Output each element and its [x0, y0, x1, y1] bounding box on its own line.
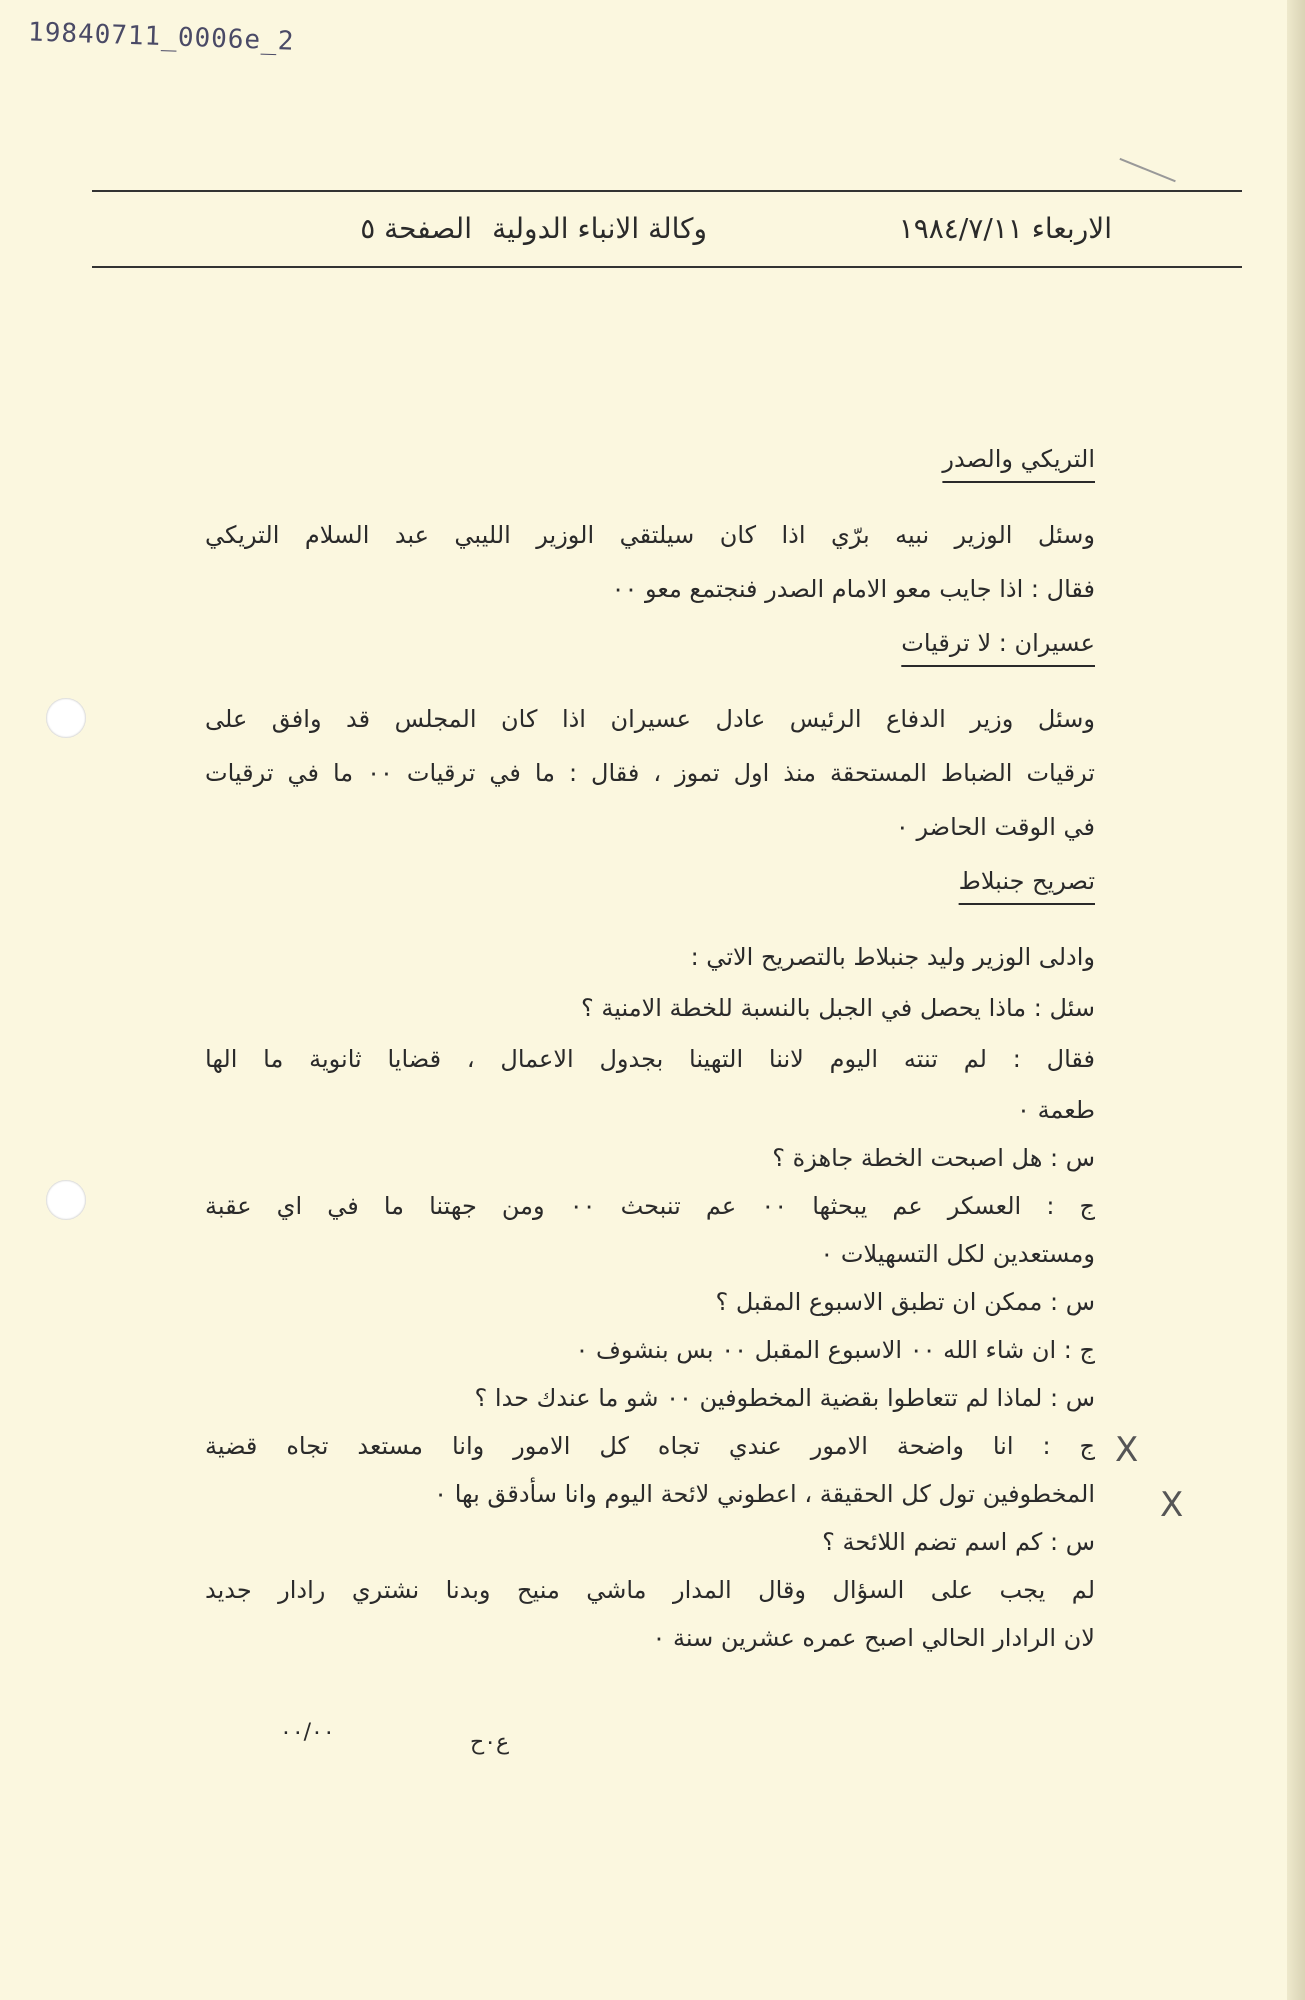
punch-hole — [46, 698, 86, 738]
body-line: فقال : لم تنته اليوم لاننا التهينا بجدول الاعمال ، قضايا ثانوية ما الها — [205, 1045, 1095, 1073]
body-line: ومستعدين لكل التسهيلات ٠ — [820, 1240, 1095, 1268]
margin-x-mark: X — [1115, 1430, 1139, 1470]
corner-pencil-mark — [1108, 158, 1176, 210]
body-line: وسئل وزير الدفاع الرئيس عادل عسيران اذا كان المجلس قد وافق على — [205, 705, 1095, 733]
body-line: س : ممكن ان تطبق الاسبوع المقبل ؟ — [715, 1288, 1095, 1316]
body-line: المخطوفين تول كل الحقيقة ، اعطوني لائحة اليوم وانا سأدقق بها ٠ — [434, 1480, 1095, 1508]
header-agency: وكالة الانباء الدولية — [492, 212, 707, 245]
body-line: ج : ان شاء الله ٠٠ الاسبوع المقبل ٠٠ بس بنشوف ٠ — [575, 1336, 1095, 1364]
handwritten-archive-id: 19840711_0006e_2 — [27, 17, 295, 57]
author-initials: ع٠ح — [470, 1730, 510, 1755]
header-top-rule — [92, 190, 1242, 192]
continuation-marker: ٠٠/٠٠ — [280, 1720, 335, 1745]
header-page-number: الصفحة ٥ — [360, 212, 472, 245]
body-line: وادلى الوزير وليد جنبلاط بالتصريح الاتي : — [690, 943, 1095, 971]
body-line: سئل : ماذا يحصل في الجبل بالنسبة للخطة الامنية ؟ — [581, 994, 1095, 1022]
body-line: س : هل اصبحت الخطة جاهزة ؟ — [772, 1144, 1095, 1172]
body-line: طعمة ٠ — [1017, 1096, 1095, 1124]
body-line: لان الرادار الحالي اصبح عمره عشرين سنة ٠ — [652, 1624, 1095, 1652]
body-line: لم يجب على السؤال وقال المدار ماشي منيح وبدنا نشتري رادار جديد — [205, 1576, 1095, 1604]
body-line: س : كم اسم تضم اللائحة ؟ — [822, 1528, 1095, 1556]
header-bottom-rule — [92, 266, 1242, 268]
document-header — [92, 212, 1242, 256]
margin-x-mark: X — [1160, 1485, 1184, 1525]
section-heading: تصريح جنبلاط — [958, 867, 1095, 895]
body-line: ترقيات الضباط المستحقة منذ اول تموز ، فقال : ما في ترقيات ٠٠ ما في ترقيات — [205, 759, 1095, 787]
body-line: فقال : اذا جايب معو الامام الصدر فنجتمع معو ٠٠ — [611, 575, 1095, 603]
body-line: ج : العسكر عم يبحثها ٠٠ عم تنبحث ٠٠ ومن جهتنا ما في اي عقبة — [205, 1192, 1096, 1220]
document-body — [205, 432, 1095, 1662]
section-heading: التريكي والصدر — [942, 445, 1095, 473]
body-line: في الوقت الحاضر ٠ — [895, 813, 1095, 841]
header-date: الاربعاء ١٩٨٤/٧/١١ — [898, 212, 1112, 245]
body-line: وسئل الوزير نبيه برّي اذا كان سيلتقي الوزير الليبي عبد السلام التريكي — [205, 521, 1095, 549]
punch-hole — [46, 1180, 86, 1220]
body-line: ج : انا واضحة الامور عندي تجاه كل الامور وانا مستعد تجاه قضية — [205, 1432, 1095, 1460]
body-line: س : لماذا لم تتعاطوا بقضية المخطوفين ٠٠ شو ما عندك حدا ؟ — [474, 1384, 1095, 1412]
scan-edge — [1287, 0, 1305, 2000]
section-heading: عسيران : لا ترقيات — [901, 629, 1095, 657]
